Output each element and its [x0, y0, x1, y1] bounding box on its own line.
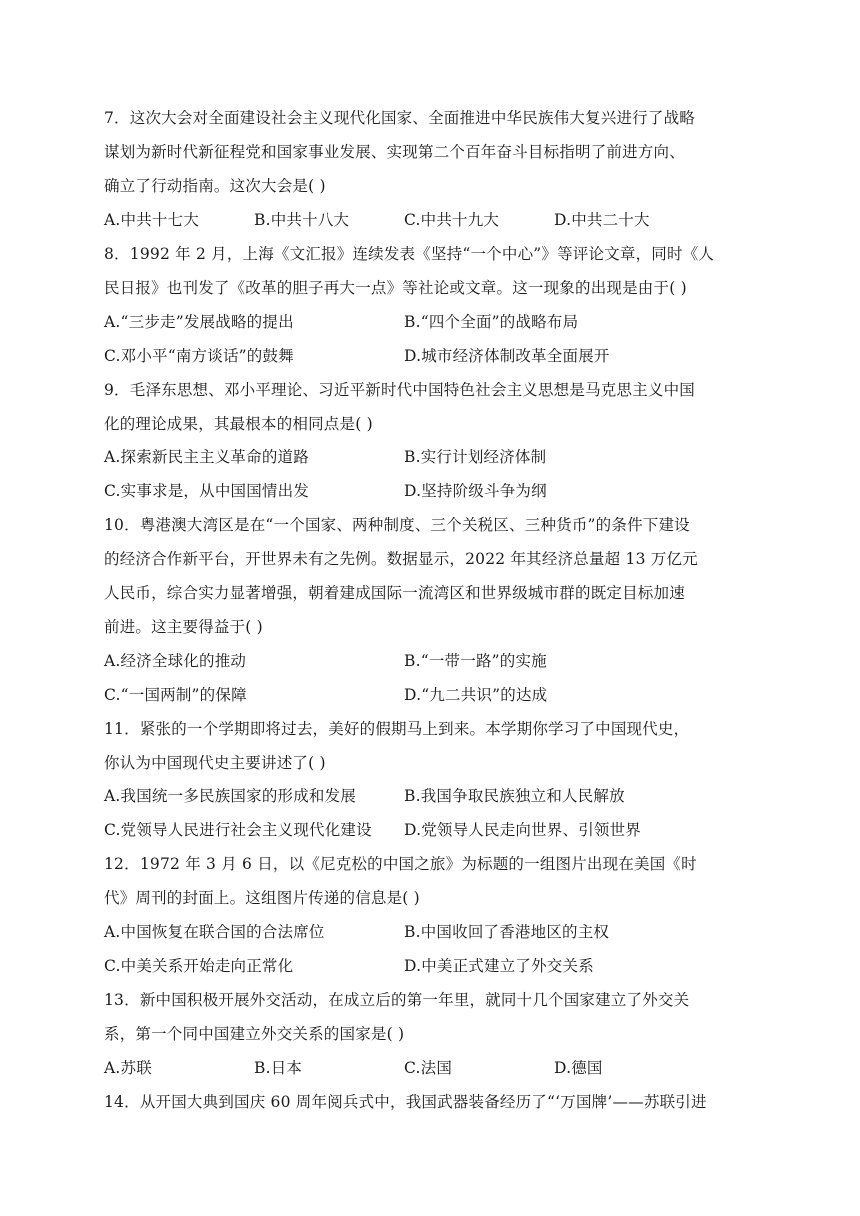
- q8-option-a: A.“三步走”发展战略的提出: [104, 313, 294, 331]
- q9-option-b: B.实行计划经济体制: [404, 448, 547, 466]
- q9-stem-line-2: 化的理论成果，其最根本的相同点是( ): [104, 415, 373, 433]
- q7-option-b: B.中共十八大: [254, 211, 350, 229]
- q7-stem-line-2: 谋划为新时代新征程党和国家事业发展、实现第二个百年奋斗目标指明了前进方向、: [104, 143, 685, 161]
- q10-option-a: A.经济全球化的推动: [104, 652, 247, 670]
- q10-stem-line-2: 的经济合作新平台，开世界未有之先例。数据显示，2022 年其经济总量超 13 万亿元: [104, 550, 698, 568]
- q13-option-a: A.苏联: [104, 1059, 152, 1077]
- q10-stem-line-1: 10．粤港澳大湾区是在“一个国家、两种制度、三个关税区、三种货币”的条件下建设: [104, 516, 690, 534]
- q10-option-d: D.“九二共识”的达成: [404, 686, 548, 704]
- q7-stem-line-1: 7．这次大会对全面建设社会主义现代化国家、全面推进中华民族伟大复兴进行了战略: [104, 109, 695, 127]
- q9-option-c: C.实事求是，从中国国情出发: [104, 482, 310, 500]
- q13-stem-line-1: 13．新中国积极开展外交活动，在成立后的第一年里，就同十几个国家建立了外交关: [104, 991, 690, 1009]
- q9-option-a: A.探索新民主主义革命的道路: [104, 448, 309, 466]
- q11-option-c: C.党领导人民进行社会主义现代化建设: [104, 821, 372, 839]
- q7-option-a: A.中共十七大: [104, 211, 200, 229]
- q13-option-c: C.法国: [404, 1059, 453, 1077]
- q11-stem-line-1: 11．紧张的一个学期即将过去，美好的假期马上到来。本学期你学习了中国现代史，: [104, 720, 690, 738]
- q7-stem-line-3: 确立了行动指南。这次大会是( ): [104, 177, 326, 195]
- q10-stem-line-4: 前进。这主要得益于( ): [104, 618, 263, 636]
- q11-stem-line-2: 你认为中国现代史主要讲述了( ): [104, 754, 326, 772]
- q11-option-b: B.我国争取民族独立和人民解放: [404, 787, 625, 805]
- q10-stem-line-3: 人民币，综合实力显著增强，朝着建成国际一流湾区和世界级城市群的既定目标加速: [104, 584, 685, 602]
- q9-option-d: D.坚持阶级斗争为纲: [404, 482, 547, 500]
- q8-stem-line-1: 8．1992 年 2 月，上海《文汇报》连续发表《坚持“一个中心”》等评论文章，同时《人: [104, 245, 715, 263]
- q11-option-d: D.党领导人民走向世界、引领世界: [404, 821, 642, 839]
- q8-option-d: D.城市经济体制改革全面展开: [404, 347, 610, 365]
- q9-stem-line-1: 9．毛泽东思想、邓小平理论、习近平新时代中国特色社会主义思想是马克思主义中国: [104, 381, 695, 399]
- q10-option-b: B.“一带一路”的实施: [404, 652, 547, 670]
- q12-stem-line-2: 代》周刊的封面上。这组图片传递的信息是( ): [104, 889, 420, 907]
- q8-option-b: B.“四个全面”的战略布局: [404, 313, 579, 331]
- q13-option-d: D.德国: [554, 1059, 603, 1077]
- q12-option-a: A.中国恢复在联合国的合法席位: [104, 923, 325, 941]
- q11-option-a: A.我国统一多民族国家的形成和发展: [104, 787, 357, 805]
- q13-option-b: B.日本: [254, 1059, 303, 1077]
- q12-stem-line-1: 12．1972 年 3 月 6 日，以《尼克松的中国之旅》为标题的一组图片出现在美国《时: [104, 855, 697, 873]
- q8-stem-line-2: 民日报》也刊发了《改革的胆子再大一点》等社论或文章。这一现象的出现是由于( ): [104, 279, 687, 297]
- q12-option-c: C.中美关系开始走向正常化: [104, 957, 294, 975]
- q10-option-c: C.“一国两制”的保障: [104, 686, 247, 704]
- q7-option-c: C.中共十九大: [404, 211, 500, 229]
- q14-stem-line-1: 14．从开国大典到国庆 60 周年阅兵式中，我国武器装备经历了“‘万国牌’——苏联引进: [104, 1093, 707, 1111]
- q7-option-d: D.中共二十大: [554, 211, 650, 229]
- q12-option-d: D.中美正式建立了外交关系: [404, 957, 594, 975]
- q8-option-c: C.邓小平“南方谈话”的鼓舞: [104, 347, 294, 365]
- q13-stem-line-2: 系，第一个同中国建立外交关系的国家是( ): [104, 1025, 405, 1043]
- q12-option-b: B.中国收回了香港地区的主权: [404, 923, 610, 941]
